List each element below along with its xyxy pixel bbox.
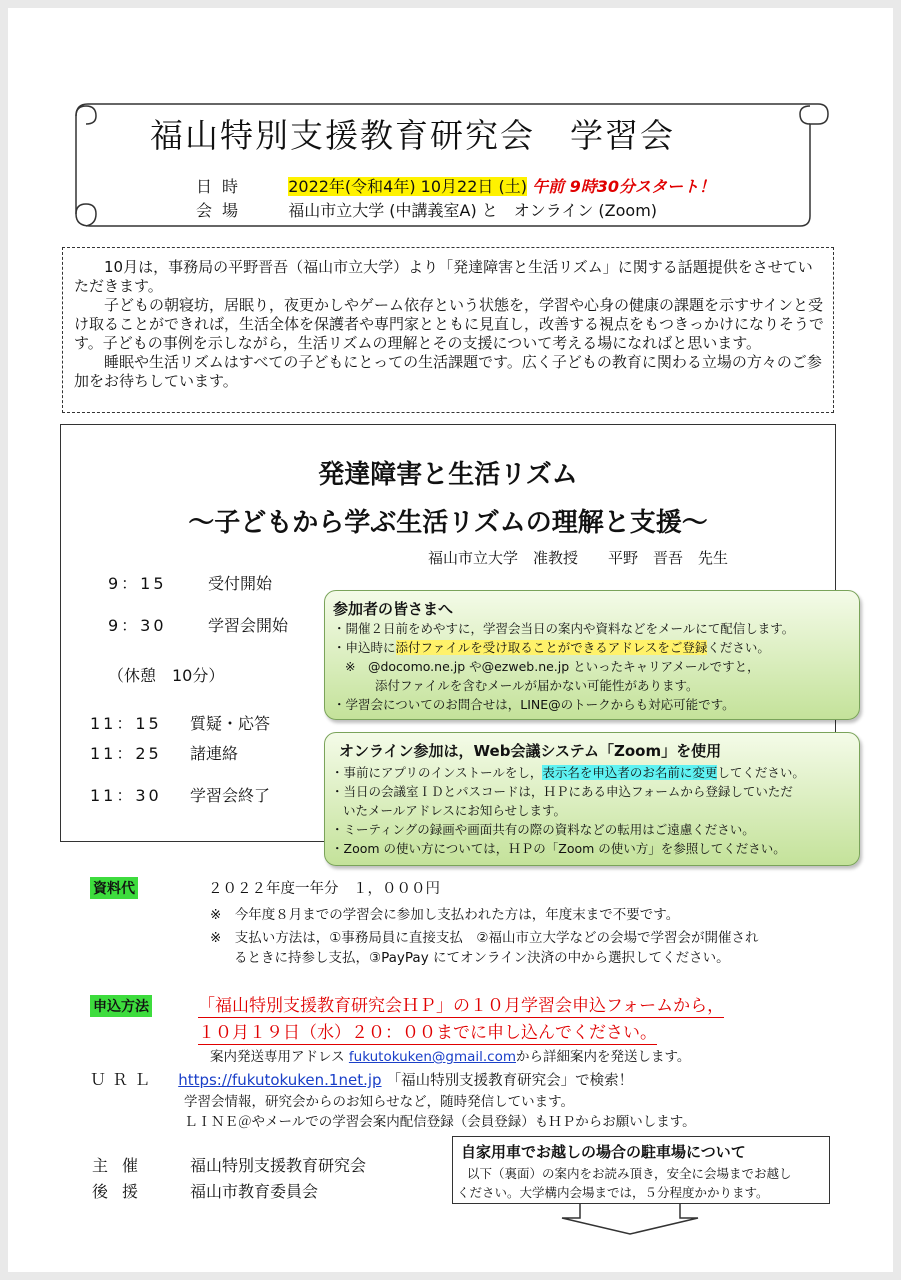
schedule-label: 質疑・応答 [190,714,271,733]
fee-tag: 資料代 [90,877,138,899]
schedule-label: 諸連絡 [190,744,239,763]
intro-text [74,258,826,391]
venue-row [196,198,657,221]
date-value: 2022年(令和4年) 10月22日 (土) [288,177,527,196]
schedule-label: 学習会終了 [190,786,271,805]
online-notice [324,732,860,866]
schedule-item [90,711,270,734]
apply-line: 「福山特別支援教育研究会ＨＰ」の１０月学習会申込フォームから， [198,991,724,1018]
schedule-label: （休憩 10分） [108,666,225,685]
lecture-title: 発達障害と生活リズム [318,460,578,490]
intro-paragraph: 子どもの朝寝坊，居眠り，夜更かしやゲーム依存という状態を，学習や心身の健康の課題を示すサインと受け取ることができれば，生活全体を保護者や専門家とともに見直し，改善する視点をもつきっかけになりそうです。子どもの事例を示しながら，生活リズムの理解とその支援について考える場になればと思います。 [74,296,825,352]
schedule-time: 9：15 [108,574,167,593]
info-line: 学習会情報，研究会からのお知らせなど，随時発信しています。 [184,1094,575,1110]
online-heading: オンライン参加は，Web会議システム「Zoom」を使用 [339,742,722,760]
support-name: 福山市教育委員会 [190,1182,319,1201]
apply-deadline: １０月１９日（水）２０：００までに申し込んでください。 [198,1018,657,1045]
date-row [196,174,715,197]
notice-highlight: 添付ファイルを受け取ることができるアドレスをご登録 [395,640,708,655]
notice-line: ・ミーティングの録画や画面共有の際の資料などの転用はご遠慮ください。 [331,822,755,837]
notice-line [333,639,770,658]
notice-line: ・Zoom の使い方については，ＨＰの「Zoom の使い方」を参照してください。 [331,841,786,856]
lecturer: 福山市立大学 准教授 平野 晋吾 先生 [428,549,729,567]
down-arrow-icon [560,1204,700,1236]
url-note: 「福山特別支援教育研究会」で検索！ [386,1073,634,1089]
intro-paragraph: 睡眠や生活リズムはすべての子どもにとっての生活課題です。広く子どもの教育に関わる立場の方々のご参加をお待ちしています。 [74,353,822,390]
date-label: 日時 [196,177,249,196]
parking-text: ください。大学構内会場までは，５分程度かかります。 [457,1185,769,1200]
fee-note: ※ 支払い方法は，①事務局員に直接支払 ②福山市立大学などの会場で学習会が開催され [210,930,759,946]
url-label: ＵＲＬ [90,1070,157,1089]
parking-text: 以下（裏面）の案内をお読み頂き，安全に会場までお越し [467,1166,792,1181]
lecture-subtitle: ～子どもから学ぶ生活リズムの理解と支援～ [188,508,708,538]
url-row [90,1067,633,1090]
host-label: 主催 [92,1156,153,1175]
notice-line [331,764,805,783]
notice-text: ・申込時に [333,640,396,655]
schedule-item [108,663,224,686]
schedule-label: 学習会開始 [208,616,289,635]
venue-label: 会場 [196,201,249,220]
fee-note: るときに持参し支払，③PayPay にてオンライン決済の中から選択してください。 [234,950,730,966]
schedule-item [108,571,272,594]
schedule-label: 受付開始 [208,574,273,593]
fee-value: ２０２２年度一年分 １，０００円 [208,881,440,897]
notice-line: 添付ファイルを含むメールが届かない可能性があります。 [375,678,699,693]
parking-heading: 自家用車でお越しの場合の駐車場について [461,1143,746,1161]
url-link[interactable]: https://fukutokuken.1net.jp [178,1071,382,1089]
participants-notice [324,590,860,720]
mail-row [210,1045,690,1065]
venue-value: 福山市立大学 (中講義室A) と オンライン (Zoom) [288,201,658,220]
support-row [92,1179,318,1202]
schedule-item [108,613,288,636]
schedule-time: 9：30 [108,616,167,635]
notice-line: ※ @docomo.ne.jp や@ezweb.ne.jp といったキャリアメールですと， [345,659,760,674]
notice-line: ・学習会についてのお問合せは，LINE@のトークからも対応可能です。 [333,697,735,712]
fee-note: ※ 今年度８月までの学習会に参加し支払われた方は，年度末まで不要です。 [210,907,680,923]
schedule-item [90,783,270,806]
host-row [92,1153,366,1176]
mail-link[interactable]: fukutokuken@gmail.com [348,1049,517,1065]
mail-label: 案内発送専用アドレス [210,1049,345,1065]
notice-highlight: 表示名を申込者のお名前に変更 [542,765,718,780]
apply-tag: 申込方法 [90,995,152,1017]
notice-text: ・事前にアプリのインストールをし， [331,765,543,780]
info-line: ＬＩＮＥ＠やメールでの学習会案内配信登録（会員登録）もＨＰからお願いします。 [184,1114,696,1130]
mail-note: から詳細案内を発送します。 [516,1049,691,1065]
parking-box [452,1136,830,1204]
notice-line: ・開催２日前をめやすに，学習会当日の案内や資料などをメールにて配信します。 [333,621,795,636]
schedule-time: 11：25 [90,744,162,763]
notice-line: ・当日の会議室ＩＤとパスコードは，ＨＰにある申込フォームから登録していただ [331,784,793,799]
host-name: 福山特別支援教育研究会 [190,1156,367,1175]
notice-text: ください。 [707,640,770,655]
schedule-time: 11：30 [90,786,162,805]
participants-heading: 参加者の皆さまへ [333,600,454,618]
notice-line: いたメールアドレスにお知らせします。 [343,803,567,818]
event-title: 福山特別支援教育研究会 学習会 [150,116,675,155]
schedule-time: 11：15 [90,714,162,733]
notice-text: してください。 [717,765,805,780]
schedule-item [90,741,238,764]
support-label: 後援 [92,1182,153,1201]
intro-paragraph: 10月は，事務局の平野晋吾（福山市立大学）より「発達障害と生活リズム」に関する話題提供をさせていただきます。 [74,258,813,295]
date-time: 午前 9時30分スタート！ [532,177,716,196]
